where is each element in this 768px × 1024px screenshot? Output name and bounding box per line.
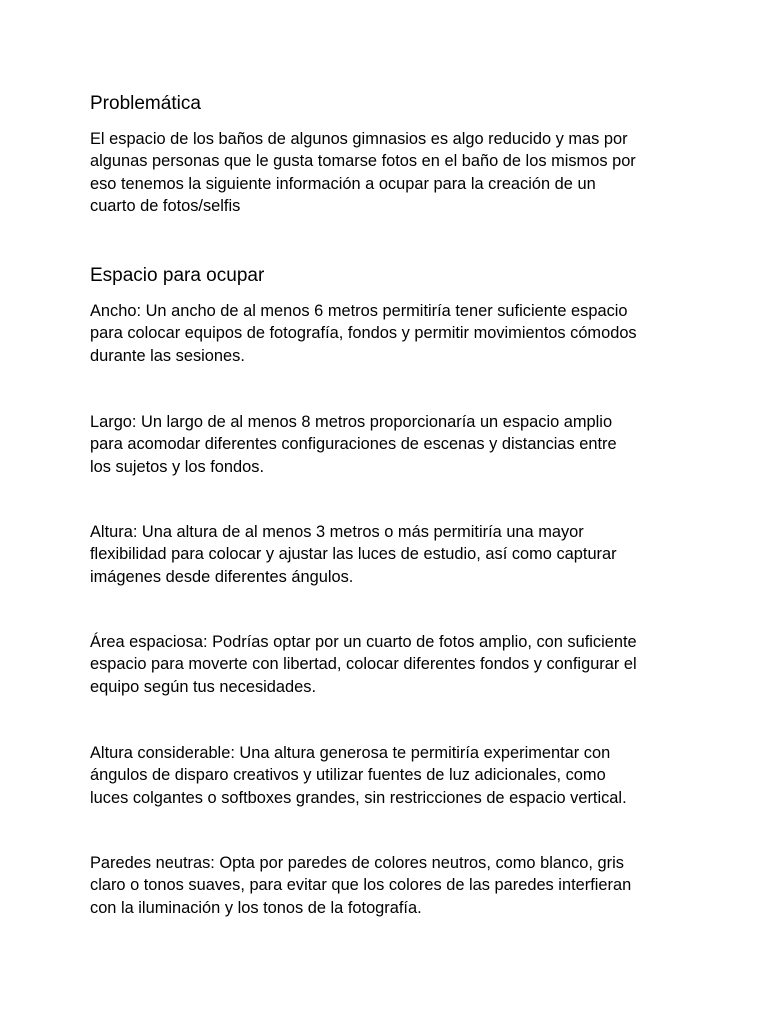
section-heading-espacio: Espacio para ocupar xyxy=(90,265,265,286)
text-line: durante las sesiones. xyxy=(90,346,245,365)
paragraph-problematica xyxy=(90,128,690,217)
text-line: El espacio de los baños de algunos gimnasios es algo reducido y mas por xyxy=(90,130,628,148)
text-line: Largo: Un largo de al menos 8 metros proporcionaría un espacio amplio xyxy=(90,413,613,431)
text-line: espacio para moverte con libertad, colocar diferentes fondos y configurar el xyxy=(90,655,637,674)
text-line: eso tenemos la siguiente información a ocupar para la creación de un xyxy=(90,174,596,193)
text-line: con la iluminación y los tonos de la fotografía. xyxy=(90,898,422,917)
text-line: claro o tonos suaves, para evitar que los colores de las paredes interfieran xyxy=(90,876,632,895)
text-line: para acomodar diferentes configuraciones de escenas y distancias entre xyxy=(90,435,617,454)
text-line: Ancho: Un ancho de al menos 6 metros permitiría tener suficiente espacio xyxy=(90,302,628,320)
text-line: Altura: Una altura de al menos 3 metros o más permitiría una mayor xyxy=(90,523,584,541)
text-line: ángulos de disparo creativos y utilizar fuentes de luz adicionales, como xyxy=(90,766,606,785)
text-line: para colocar equipos de fotografía, fondos y permitir movimientos cómodos xyxy=(90,324,637,343)
paragraph-altura xyxy=(90,521,690,588)
text-line: Paredes neutras: Opta por paredes de colores neutros, como blanco, gris xyxy=(90,854,624,872)
paragraph-altura-considerable xyxy=(90,742,690,809)
text-line: luces colgantes o softboxes grandes, sin restricciones de espacio vertical. xyxy=(90,788,627,807)
text-line: los sujetos y los fondos. xyxy=(90,457,265,476)
text-line: cuarto de fotos/selfis xyxy=(90,196,241,215)
paragraph-area-espaciosa xyxy=(90,631,690,698)
text-line: flexibilidad para colocar y ajustar las luces de estudio, así como capturar xyxy=(90,545,617,564)
text-line: algunas personas que le gusta tomarse fotos en el baño de los mismos por xyxy=(90,152,636,171)
text-line: Área espaciosa: Podrías optar por un cuarto de fotos amplio, con suficiente xyxy=(90,633,637,651)
paragraph-largo xyxy=(90,411,690,478)
text-line: equipo según tus necesidades. xyxy=(90,677,316,696)
text-line: imágenes desde diferentes ángulos. xyxy=(90,567,354,586)
section-heading-problematica: Problemática xyxy=(90,93,201,114)
text-line: Altura considerable: Una altura generosa te permitiría experimentar con xyxy=(90,744,611,762)
paragraph-paredes-neutras xyxy=(90,852,690,919)
paragraph-ancho xyxy=(90,300,690,367)
